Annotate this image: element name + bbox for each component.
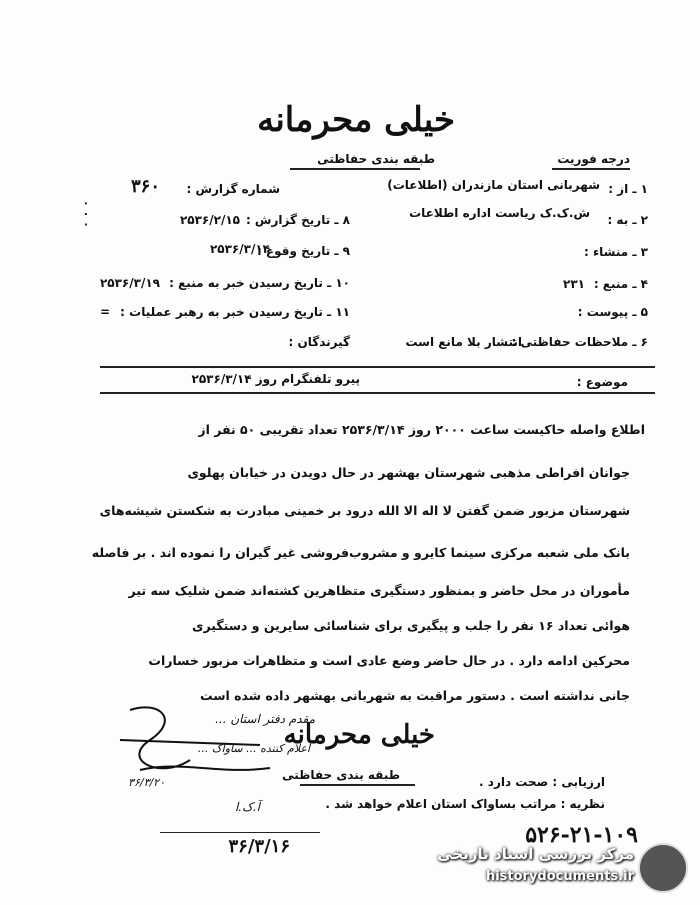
handwritten-annotation-top: مقدم دفتر استان ... [215, 712, 315, 726]
footer-stamp-underline [300, 784, 415, 786]
body-line: بانک ملی شعبه مرکزی سینما کایرو و مشروب‌فروشی غیر گیران را نموده اند . بر فاصله [91, 545, 630, 560]
field-to-label: ۲ ـ به : [607, 213, 648, 227]
margin-note: ۰ ۰ ۰ [80, 200, 93, 228]
field-from-label: ۱ ـ از : [608, 182, 648, 196]
field-receipt-date-value: ۲۵۳۶/۳/۱۹ [99, 276, 160, 290]
handwritten-annotation-side: ۳۶/۳/۲۰ [128, 776, 165, 789]
field-from-value: شهربانی استان مازندران (اطلاعات) [387, 178, 600, 192]
handwritten-annotation-mid: اعلام کننده ... ساواک ... [197, 742, 310, 755]
field-protection-label: ۶ ـ ملاحظات حفاظتی : [511, 335, 648, 349]
footer-stamp-title: خیلی محرمانه [283, 720, 435, 750]
field-ops-date-value: = [99, 305, 110, 319]
body-line: شهرستان مزبور ضمن گفتن لا اله الا الله درود بر خمینی مبادرت به شکستن شیشه‌های [99, 503, 630, 518]
watermark-name: مرکز بررسی اسناد تاریخی [437, 845, 634, 863]
assessment-evaluation: ارزیابی : صحت دارد . [479, 775, 605, 789]
subject-top-rule [100, 366, 655, 368]
body-line: مأموران در محل حاضر و بمنظور دستگیری متظاهرین کشته‌اند ضمن شلیک سه تیر [128, 583, 630, 598]
body-line: جانی نداشته است . دستور مراقبت به شهربانی بهشهر داده شده است [199, 688, 630, 703]
field-receipt-date-label: ۱۰ ـ تاریخ رسیدن خبر به منبع : [169, 276, 350, 290]
field-attachment-label: ۵ ـ پیوست : [577, 305, 648, 319]
field-report-date-value: ۲۵۳۶/۲/۱۵ [179, 213, 240, 227]
urgency-label: درجه فوریت [557, 152, 630, 166]
assessment-opinion: نظریه : مراتب بساواک استان اعلام خواهد شد . [325, 797, 605, 811]
footer-stamp-classification: طبقه بندی حفاظتی [282, 768, 400, 782]
handwritten-bottom-number: ۵۲۶-۲۱-۱۰۹ [525, 822, 638, 848]
handwritten-bottom-date: ۳۶/۳/۱۶ [228, 836, 290, 857]
field-report-number-label: شماره گزارش : [186, 182, 280, 196]
urgency-underline [552, 168, 630, 170]
field-recipients-label: گیرندگان : [288, 335, 350, 349]
field-to-value: ش.ک.ک ریاست اداره اطلاعات [409, 206, 590, 220]
signature-mark [100, 700, 300, 790]
field-ops-date-label: ۱۱ ـ تاریخ رسیدن خبر به رهبر عملیات : [120, 305, 350, 319]
field-report-number-value: ۳۶۰ [130, 176, 160, 197]
subject-label: موضوع : [576, 375, 628, 389]
body-line: جوانان افراطی مذهبی شهرستان بهشهر در حال دویدن در خیابان پهلوی [187, 465, 630, 480]
classification-label: طبقه بندی حفاظتی [317, 152, 435, 166]
watermark-logo [437, 837, 692, 899]
field-event-date-value: ۲۵۳۶/۳/۱۴ [209, 242, 270, 256]
bottom-date-rule [160, 832, 320, 833]
watermark-url: historydocuments.ir [485, 869, 634, 884]
field-source-label: ۴ ـ منبع : [593, 277, 648, 291]
subject-value: پیرو تلفنگرام روز ۲۵۳۶/۳/۱۴ [191, 372, 360, 386]
field-origin-label: ۳ ـ منشاء : [584, 245, 648, 259]
logo-badge-icon [638, 843, 688, 893]
body-line: محرکین ادامه دارد . در حال حاضر وضع عادی است و متظاهرات مزبور خسارات [148, 653, 630, 668]
body-line: هوائی تعداد ۱۶ نفر را جلب و پیگیری برای شناسائی سایرین و دستگیری [192, 618, 630, 633]
page-title: خیلی محرمانه [257, 100, 455, 140]
field-source-value: ۲۳۱ [563, 277, 585, 291]
subject-bottom-rule [100, 392, 655, 394]
classification-underline [290, 168, 420, 170]
field-protection-value: انتشار بلا مانع است [405, 335, 522, 349]
field-report-date-label: ۸ ـ تاریخ گزارش : [245, 213, 350, 227]
handwritten-note-small: آ.ک.ا [234, 800, 260, 814]
field-event-date-label: ۹ ـ تاریخ وقوع : [256, 244, 350, 258]
body-line: اطلاع واصله حاکیست ساعت ۲۰۰۰ روز ۲۵۳۶/۳/۱۴ تعداد تقریبی ۵۰ نفر از [198, 422, 645, 437]
